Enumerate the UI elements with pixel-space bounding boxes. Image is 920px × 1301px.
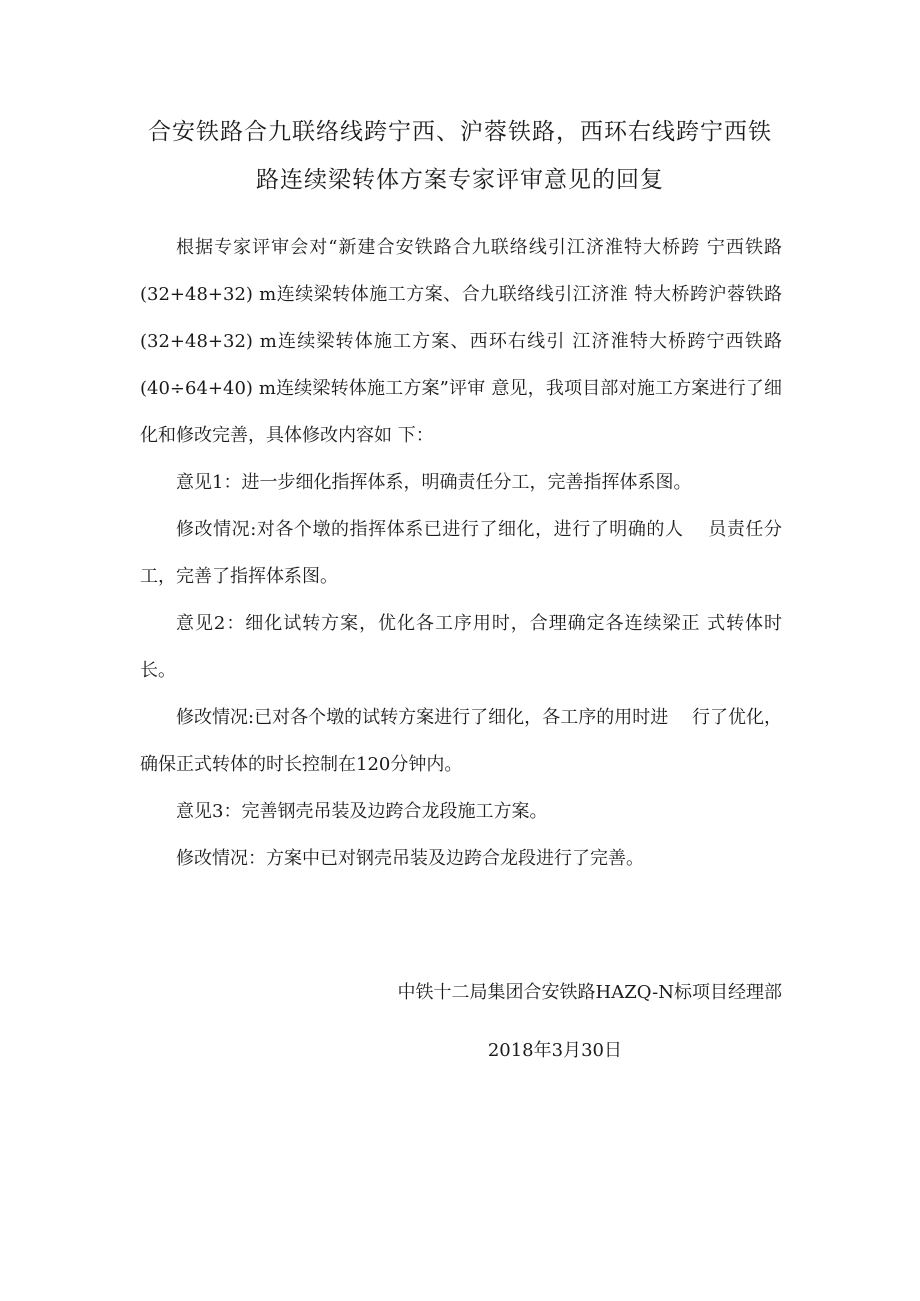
- signature-date: 2018年3月30日: [487, 1040, 622, 1061]
- signature-organization: 中铁十二局集团合安铁路HAZQ-N标项目经理部: [397, 982, 782, 1003]
- title-line-2: 路连续梁转体方案专家评审意见的回复: [256, 167, 664, 193]
- paragraph-intro: 根据专家评审会对“新建合安铁路合九联络线引江济淮特大桥跨 宁西铁路(32+48+32) m连续梁转体施工方案、合九联络线引江济淮 特大桥跨沪蓉铁路(32+48+32) m连续梁转体施工方案、西环右线引 江济淮特大桥跨宁西铁路(40÷64+40) m连续梁转体施工方案”评审 意见，我项目部对施工方案进行了细化和修改完善，具体修改内容如 下：: [140, 237, 782, 446]
- document-body: [140, 224, 782, 882]
- paragraph-opinion-1: 意见1：进一步细化指挥体系，明确责任分工，完善指挥体系图。: [176, 472, 692, 493]
- document-title: [130, 108, 790, 204]
- paragraph-opinion-2: 意见2：细化试转方案，优化各工序用时，合理确定各连续梁正 式转体时长。: [140, 613, 782, 681]
- title-line-1: 合安铁路合九联络线跨宁西、沪蓉铁路，西环右线跨宁西铁: [148, 119, 772, 145]
- paragraph-opinion-3: 意见3：完善钢壳吊装及边跨合龙段施工方案。: [176, 801, 548, 822]
- paragraph-revision-2: 修改情况:已对各个墩的试转方案进行了细化，各工序的用时进 行了优化，确保正式转体的时长控制在120分钟内。: [140, 707, 782, 775]
- paragraph-revision-3: 修改情况：方案中已对钢壳吊装及边跨合龙段进行了完善。: [176, 848, 644, 869]
- signature-block: [398, 964, 782, 1080]
- paragraph-revision-1: 修改情况:对各个墩的指挥体系已进行了细化，进行了明确的人 员责任分工，完善了指挥体系图。: [140, 519, 782, 587]
